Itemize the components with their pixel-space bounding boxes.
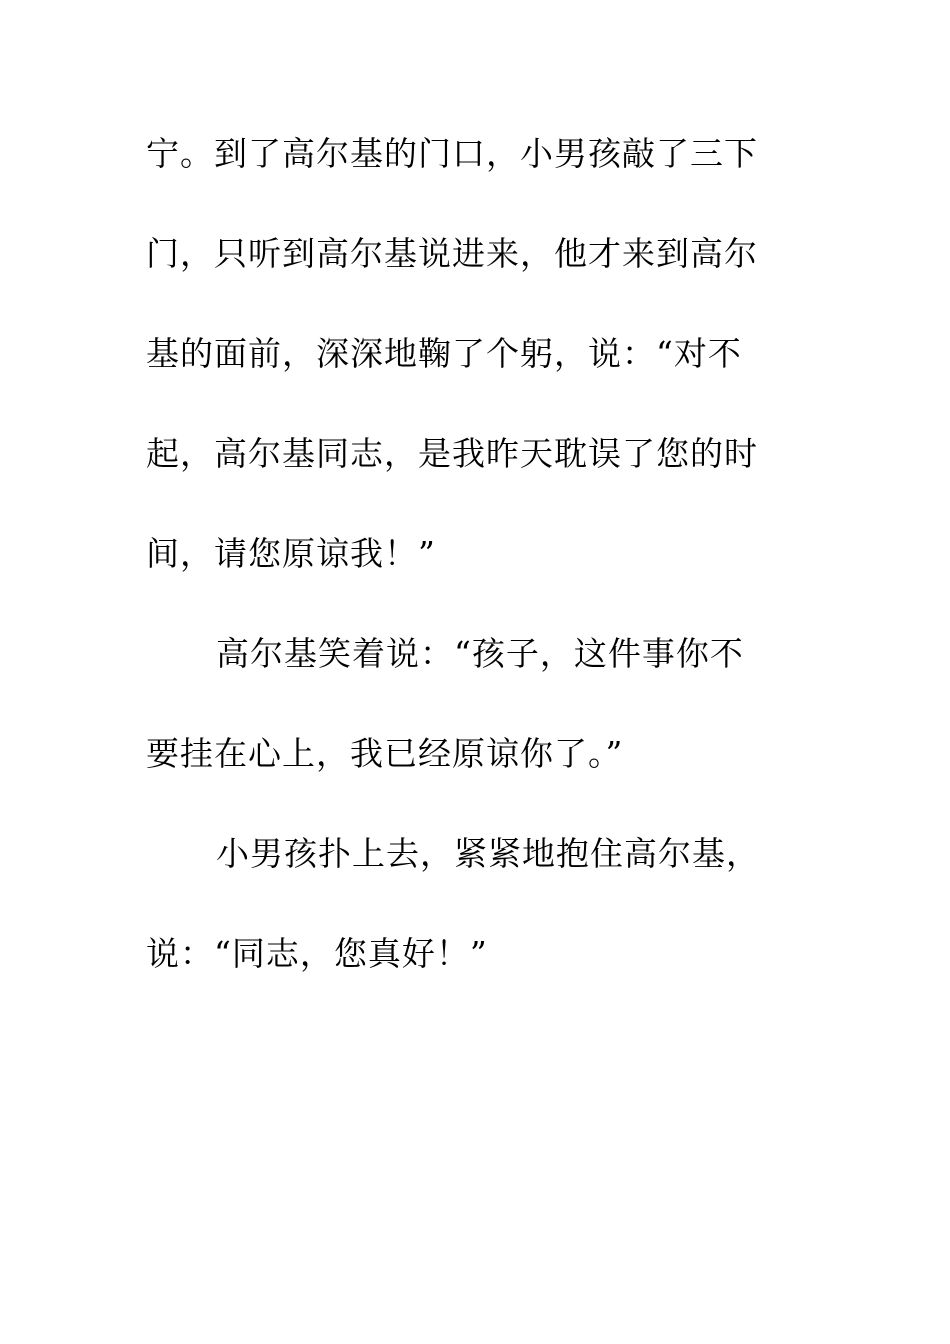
text-line: 基的面前，深深地鞠了个躬，说：“对不 (146, 334, 742, 373)
text-line: 门，只听到高尔基说进来，他才来到高尔 (146, 234, 758, 273)
text-line: 说：“同志，您真好！” (146, 934, 488, 973)
text-line: 间，请您原谅我！” (146, 534, 436, 573)
paragraph-first-line: 小男孩扑上去，紧紧地抱住高尔基， (216, 834, 760, 873)
text-line: 宁。到了高尔基的门口，小男孩敲了三下 (146, 134, 758, 173)
text-line: 要挂在心上，我已经原谅你了。” (146, 734, 624, 773)
paragraph-first-line: 高尔基笑着说：“孩子，这件事你不 (216, 634, 744, 673)
text-line: 起，高尔基同志，是我昨天耽误了您的时 (146, 434, 758, 473)
document-body (146, 126, 786, 1026)
